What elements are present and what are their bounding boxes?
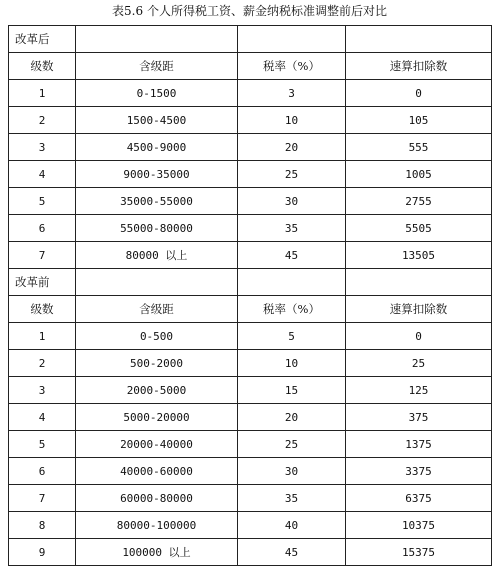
cell-bracket: 20000-40000 [76, 431, 238, 458]
cell-rate: 45 [238, 242, 346, 269]
cell-rate: 35 [238, 485, 346, 512]
cell-bracket: 4500-9000 [76, 134, 238, 161]
cell-rate: 30 [238, 188, 346, 215]
header-row-after [9, 53, 492, 80]
cell-rate: 20 [238, 404, 346, 431]
table-row [9, 431, 492, 458]
cell-bracket: 60000-80000 [76, 485, 238, 512]
cell-deduction: 5505 [346, 215, 492, 242]
section-row-before [9, 269, 492, 296]
table-row [9, 80, 492, 107]
table-row [9, 485, 492, 512]
table-body [9, 26, 492, 566]
cell-level: 2 [9, 350, 76, 377]
table-row [9, 377, 492, 404]
section-row-after [9, 26, 492, 53]
cell-deduction: 555 [346, 134, 492, 161]
cell-level: 8 [9, 512, 76, 539]
cell-deduction: 105 [346, 107, 492, 134]
table-row [9, 161, 492, 188]
header-row-before [9, 296, 492, 323]
table-row [9, 350, 492, 377]
cell-level: 3 [9, 134, 76, 161]
tax-comparison-table [8, 25, 492, 566]
cell-bracket: 55000-80000 [76, 215, 238, 242]
header-rate: 税率（%） [238, 53, 346, 80]
cell-deduction: 10375 [346, 512, 492, 539]
table-row [9, 323, 492, 350]
cell-bracket: 0-500 [76, 323, 238, 350]
cell-level: 6 [9, 215, 76, 242]
cell-deduction: 3375 [346, 458, 492, 485]
cell-rate: 35 [238, 215, 346, 242]
header-level: 级数 [9, 53, 76, 80]
cell-deduction: 2755 [346, 188, 492, 215]
header-deduction: 速算扣除数 [346, 53, 492, 80]
cell-level: 7 [9, 242, 76, 269]
cell-deduction: 1005 [346, 161, 492, 188]
empty-cell [76, 26, 238, 53]
cell-bracket: 100000 以上 [76, 539, 238, 566]
cell-deduction: 375 [346, 404, 492, 431]
cell-level: 7 [9, 485, 76, 512]
cell-level: 9 [9, 539, 76, 566]
cell-level: 5 [9, 188, 76, 215]
cell-level: 4 [9, 404, 76, 431]
cell-deduction: 25 [346, 350, 492, 377]
cell-bracket: 1500-4500 [76, 107, 238, 134]
cell-bracket: 35000-55000 [76, 188, 238, 215]
table-row [9, 458, 492, 485]
cell-bracket: 0-1500 [76, 80, 238, 107]
cell-bracket: 5000-20000 [76, 404, 238, 431]
empty-cell [76, 269, 238, 296]
cell-deduction: 15375 [346, 539, 492, 566]
cell-bracket: 80000-100000 [76, 512, 238, 539]
cell-deduction: 6375 [346, 485, 492, 512]
cell-level: 1 [9, 80, 76, 107]
section-label-before: 改革前 [9, 269, 76, 296]
table-row [9, 404, 492, 431]
cell-rate: 5 [238, 323, 346, 350]
table-row [9, 539, 492, 566]
table-row [9, 242, 492, 269]
table-row [9, 107, 492, 134]
cell-rate: 3 [238, 80, 346, 107]
table-row [9, 134, 492, 161]
cell-rate: 45 [238, 539, 346, 566]
table-row [9, 188, 492, 215]
cell-rate: 20 [238, 134, 346, 161]
cell-rate: 15 [238, 377, 346, 404]
cell-bracket: 9000-35000 [76, 161, 238, 188]
table-row [9, 512, 492, 539]
cell-bracket: 80000 以上 [76, 242, 238, 269]
cell-level: 5 [9, 431, 76, 458]
cell-rate: 25 [238, 431, 346, 458]
cell-rate: 30 [238, 458, 346, 485]
cell-level: 1 [9, 323, 76, 350]
cell-rate: 40 [238, 512, 346, 539]
header-bracket: 含级距 [76, 296, 238, 323]
cell-bracket: 2000-5000 [76, 377, 238, 404]
table-row [9, 215, 492, 242]
cell-bracket: 40000-60000 [76, 458, 238, 485]
cell-level: 6 [9, 458, 76, 485]
cell-rate: 10 [238, 107, 346, 134]
cell-level: 2 [9, 107, 76, 134]
header-level: 级数 [9, 296, 76, 323]
header-deduction: 速算扣除数 [346, 296, 492, 323]
cell-deduction: 0 [346, 323, 492, 350]
cell-rate: 25 [238, 161, 346, 188]
cell-deduction: 13505 [346, 242, 492, 269]
empty-cell [238, 26, 346, 53]
cell-rate: 10 [238, 350, 346, 377]
header-bracket: 含级距 [76, 53, 238, 80]
cell-deduction: 125 [346, 377, 492, 404]
empty-cell [346, 26, 492, 53]
cell-level: 4 [9, 161, 76, 188]
cell-deduction: 0 [346, 80, 492, 107]
cell-level: 3 [9, 377, 76, 404]
table-title: 表5.6 个人所得税工资、薪金纳税标准调整前后对比 [112, 4, 387, 18]
cell-bracket: 500-2000 [76, 350, 238, 377]
empty-cell [346, 269, 492, 296]
cell-deduction: 1375 [346, 431, 492, 458]
header-rate: 税率（%） [238, 296, 346, 323]
section-label-after: 改革后 [9, 26, 76, 53]
empty-cell [238, 269, 346, 296]
